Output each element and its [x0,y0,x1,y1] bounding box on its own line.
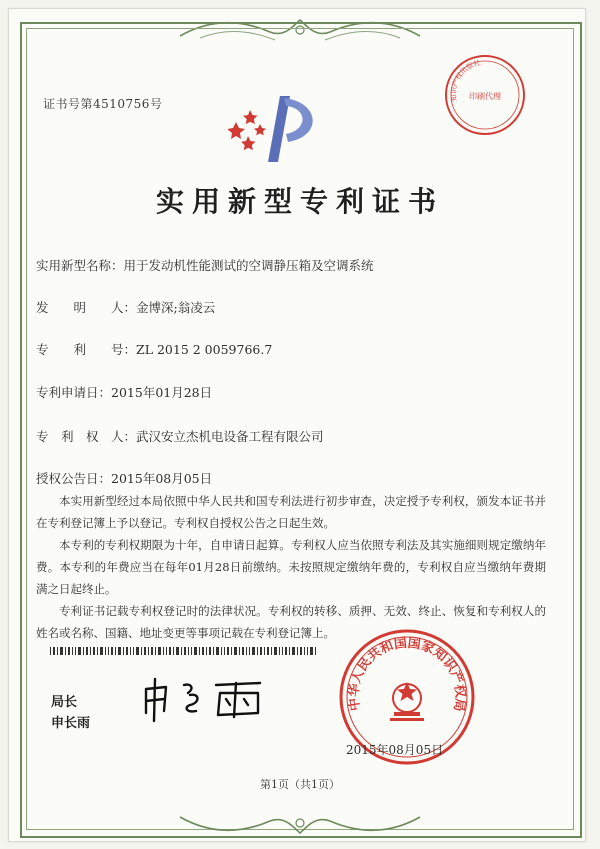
field-patent-number [36,340,272,358]
body-paragraph-1: 本实用新型经过本局依照中华人民共和国专利法进行初步审查，决定授予专利权，颁发本证书并在专利登记簿上予以登记。专利权自授权公告之日起生效。 [36,494,546,530]
utility-model-name-value: 用于发动机性能测试的空调静压箱及空调系统 [123,258,374,273]
corner-seal [443,53,527,137]
page-number: 第1页（共1页） [260,778,340,791]
field-announcement-date [36,469,212,487]
inventor-label: 发 明 人： [36,300,137,315]
announcement-date-value: 2015年08月05日 [111,471,213,486]
director-signature [140,675,270,723]
barcode [50,647,318,655]
field-application-date [36,383,212,401]
corner-seal-text: 知识产权出版社 [449,58,482,102]
application-date-value: 2015年01月28日 [111,385,213,400]
corner-seal-center-text: 印刷代理 [469,92,501,101]
certificate-title: 实用新型专利证书 [155,185,444,218]
patentee-value: 武汉安立杰机电设备工程有限公司 [136,429,324,444]
director-title: 局长 [51,694,78,709]
patent-office-logo-icon [228,92,328,164]
patent-number-value: ZL 2015 2 0059766.7 [136,342,273,357]
patent-number-label: 专 利 号： [36,342,137,357]
body-paragraph-3: 专利证书记载专利权登记时的法律状况。专利权的转移、质押、无效、终止、恢复和专利权人的姓名或名称、国籍、地址变更等事项记载在专利登记簿上。 [36,604,546,640]
field-inventor [36,298,215,316]
body-paragraph-2: 本专利的专利权期限为十年，自申请日起算。专利权人应当依照专利法及其实施细则规定缴纳年费。本专利的年费应当在每年01月28日前缴纳。未按照规定缴纳年费的，专利权自应当缴纳年费期满之日起终止。 [36,538,546,596]
seal-date: 2015年08月05日 [346,743,444,757]
utility-model-name-label: 实用新型名称： [36,258,124,273]
seal-arc-text: 中华人民共和国国家知识产权局 [346,635,468,713]
application-date-label: 专利申请日： [36,385,112,400]
certificate-number: 证书号第4510756号 [43,97,163,111]
field-patentee [36,427,324,445]
certificate-body [36,490,546,644]
director-name: 申长雨 [51,715,91,730]
patentee-label: 专 利 权 人： [36,429,137,444]
announcement-date-label: 授权公告日： [36,471,112,486]
bottom-ornament [170,805,430,839]
inventor-value: 金博深;翁凌云 [136,300,216,315]
field-utility-model-name [36,256,374,274]
